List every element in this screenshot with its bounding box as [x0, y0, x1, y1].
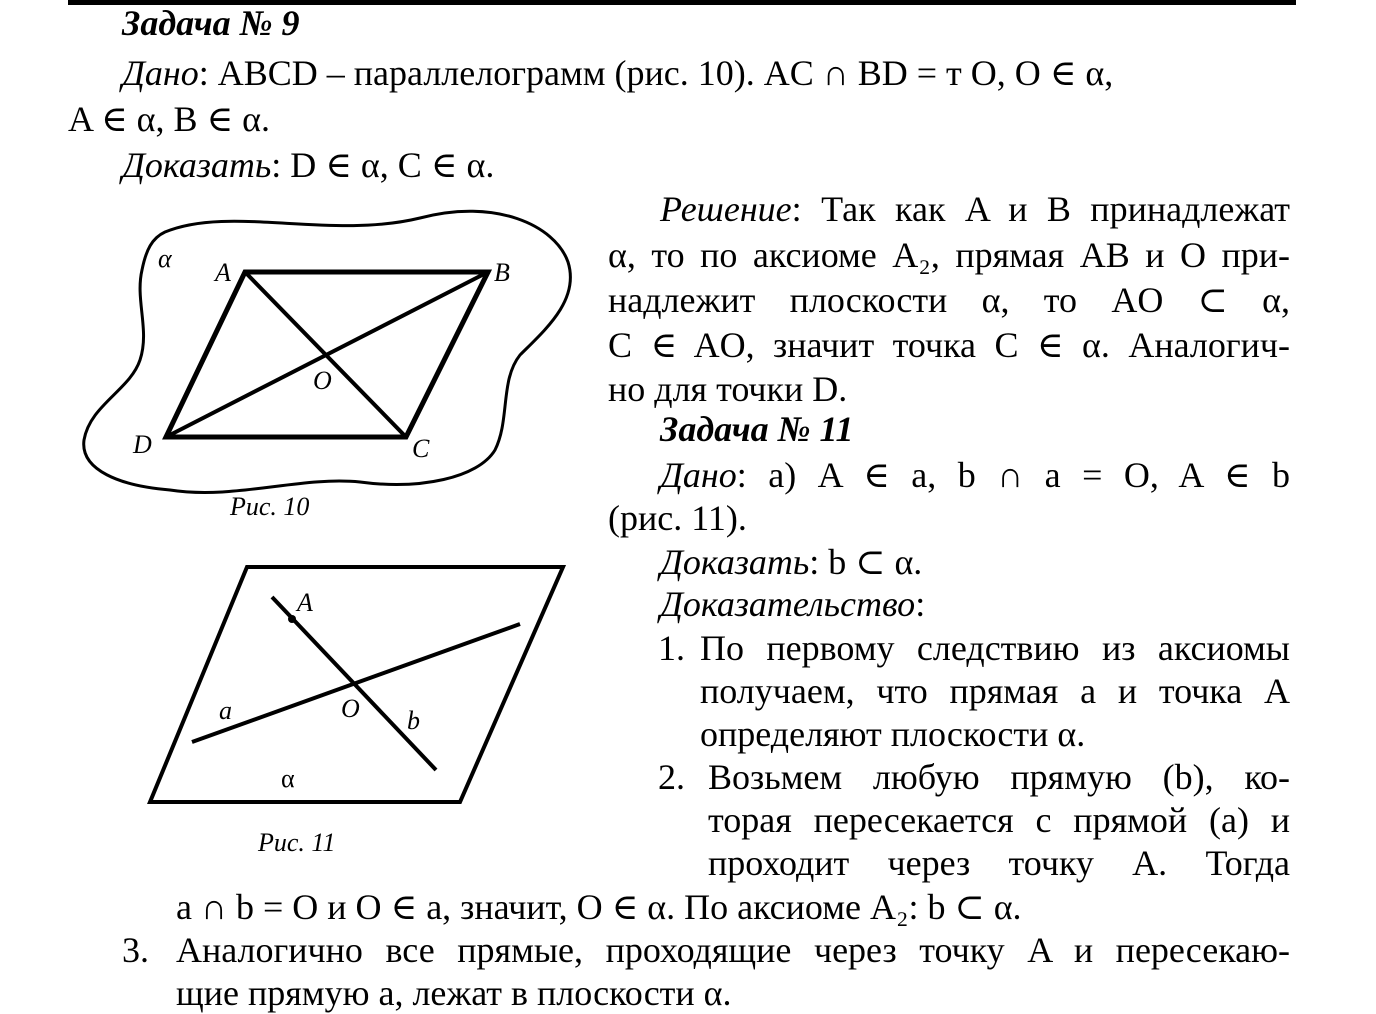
fig11-label-a-point: A	[297, 588, 313, 617]
task11-proof-label: Доказательство	[660, 584, 916, 624]
fig11-caption: Рис. 11	[258, 828, 336, 857]
task11-prove	[660, 541, 922, 583]
fig10-plane-outline	[84, 211, 571, 492]
task9-given-line2: A ∈ α, B ∈ α.	[68, 99, 271, 139]
fig11-label-line-a: a	[219, 696, 232, 725]
fig11-point-a	[288, 615, 296, 623]
fig10-diagonal-bd	[166, 272, 488, 437]
task11-given-line2: (рис. 11).	[608, 498, 747, 538]
step3-line1: Аналогично все прямые, проходящие через точку A и пересекаю-	[176, 930, 1290, 970]
step2-line2: торая пересекается с прямой (a) и	[708, 800, 1290, 840]
fig10-label-b: B	[494, 258, 510, 287]
step1-number: 1.	[658, 628, 685, 668]
task9-given-line1: : ABCD – параллелограмм (рис. 10). AC ∩ BD = т O, O ∈ α,	[198, 53, 1114, 93]
fig11-label-line-b: b	[407, 706, 420, 735]
fig11-label-o: O	[341, 694, 360, 723]
fig10-label-a: A	[215, 258, 231, 287]
step2-line3: проходит через точку A. Тогда	[708, 843, 1290, 883]
fig10-label-alpha: α	[158, 244, 172, 273]
figures	[0, 0, 620, 880]
task9-solution-line2: α, то по аксиоме A₂, прямая AB и O при-	[608, 235, 1290, 275]
task9-given-label: Дано	[122, 53, 199, 93]
task11-given-line1: : а) A ∈ a, b ∩ a = O, A ∈ b	[736, 455, 1290, 495]
fig10-label-o: O	[313, 366, 332, 395]
task11-given	[660, 454, 1290, 496]
fig11-line-b	[272, 597, 436, 770]
step2-line1: Возьмем любую прямую (b), ко-	[708, 757, 1290, 797]
fig11-label-alpha: α	[281, 764, 295, 793]
task9-solution-line3: надлежит плоскости α, то AO ⊂ α,	[608, 280, 1290, 320]
step3-line2: щие прямую a, лежат в плоскости α.	[176, 973, 732, 1013]
task9-solution-line5: но для точки D.	[608, 369, 848, 409]
task9-solution-line1: Решение: Так как A и B принадлежат	[660, 189, 1290, 229]
fig10-label-d: D	[133, 430, 152, 459]
step1-line1: По первому следствию из аксиомы	[700, 628, 1290, 668]
step3-number: 3.	[122, 930, 149, 970]
fig10-label-c: C	[412, 434, 430, 463]
step2-line4: a ∩ b = O и O ∈ a, значит, O ∈ α. По аксиоме A₂: b ⊂ α.	[176, 887, 1022, 927]
task9-prove-label: Доказать	[122, 145, 272, 185]
task9-solution-line4: C ∈ AO, значит точка C ∈ α. Аналогич-	[608, 325, 1290, 365]
task11-prove-label: Доказать	[660, 542, 810, 582]
task9-solution-label: Решение	[660, 189, 792, 229]
task9-prove-text: : D ∈ α, C ∈ α.	[271, 145, 495, 185]
task11-prove-text: : b ⊂ α.	[809, 542, 923, 582]
fig10-caption: Рис. 10	[230, 492, 310, 521]
task11-proof-heading: Доказательство:	[660, 584, 926, 624]
task11-title: Задача № 11	[660, 409, 854, 449]
step1-line2: получаем, что прямая a и точка A	[700, 671, 1290, 711]
step2-number: 2.	[658, 757, 685, 797]
task9-title: Задача № 9	[122, 3, 300, 43]
task11-given-label: Дано	[660, 455, 737, 495]
step1-line3: определяют плоскости α.	[700, 714, 1086, 754]
